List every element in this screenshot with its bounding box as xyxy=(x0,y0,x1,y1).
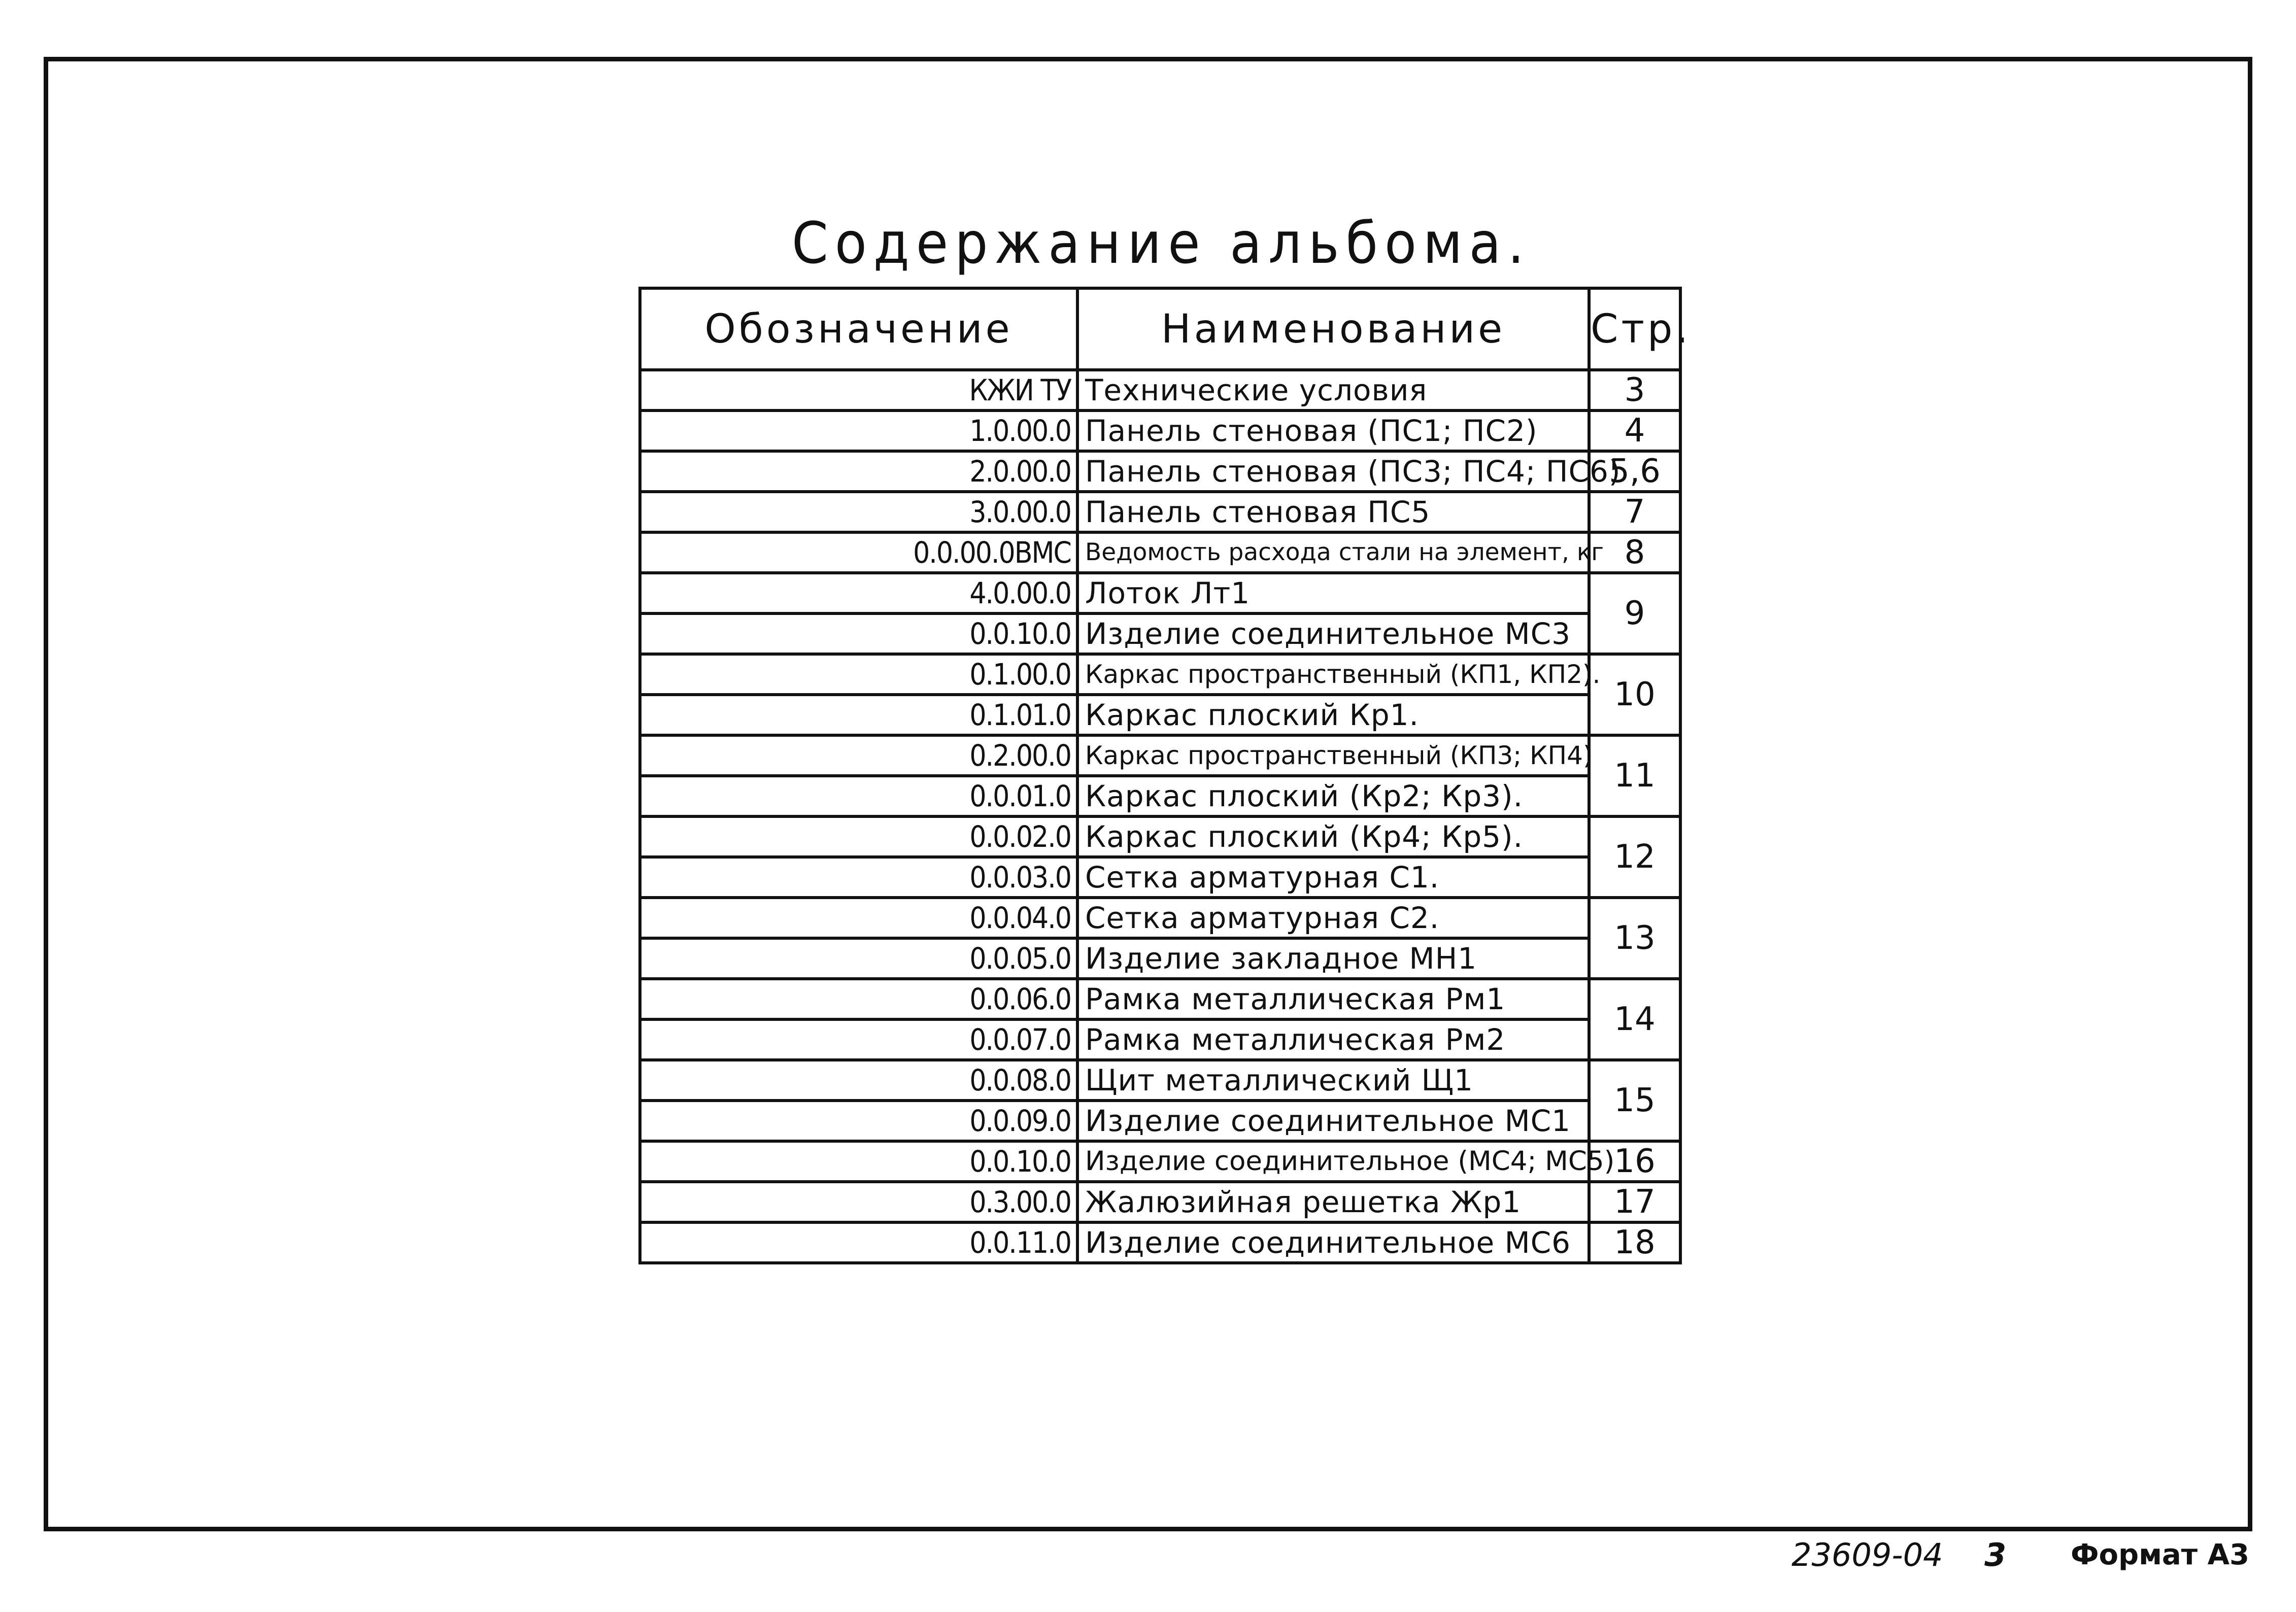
row-code: 0.0.06.0 xyxy=(640,979,1077,1019)
row-name: Каркас пространственный (КП1, КП2). xyxy=(1077,654,1589,695)
table-row xyxy=(640,532,1680,573)
table-row xyxy=(640,1060,1680,1101)
row-page: 13 xyxy=(1589,898,1680,979)
row-page: 3 xyxy=(1589,370,1680,410)
row-name: Панель стеновая ПС5 xyxy=(1077,492,1589,532)
row-name: Технические условия xyxy=(1077,370,1589,410)
row-code: 3.0.00.0 xyxy=(640,492,1077,532)
row-page: 4 xyxy=(1589,410,1680,451)
table-row xyxy=(640,938,1680,979)
paper-format: Формат А3 xyxy=(2071,1538,2249,1571)
row-page: 16 xyxy=(1589,1141,1680,1182)
row-code: 4.0.00.0 xyxy=(640,573,1077,613)
row-code: 0.0.01.0 xyxy=(640,776,1077,816)
row-name: Панель стеновая (ПС1; ПС2) xyxy=(1077,410,1589,451)
table-row xyxy=(640,1222,1680,1263)
table-row xyxy=(640,857,1680,898)
table-row xyxy=(640,695,1680,735)
column-header-page: Стр. xyxy=(1589,288,1680,370)
table-row xyxy=(640,654,1680,695)
row-name: Каркас плоский Кр1. xyxy=(1077,695,1589,735)
row-name: Каркас плоский (Кр2; Кр3). xyxy=(1077,776,1589,816)
table-row xyxy=(640,1182,1680,1222)
row-page: 5,6 xyxy=(1589,451,1680,492)
row-name: Сетка арматурная С2. xyxy=(1077,898,1589,938)
row-code: 0.0.10.0 xyxy=(640,1141,1077,1182)
row-code: 0.0.09.0 xyxy=(640,1101,1077,1141)
table-row xyxy=(640,816,1680,857)
table-row xyxy=(640,898,1680,938)
row-code: 0.0.08.0 xyxy=(640,1060,1077,1101)
row-code: 0.0.11.0 xyxy=(640,1222,1077,1263)
table-row xyxy=(640,1141,1680,1182)
table-row xyxy=(640,451,1680,492)
row-code: 0.1.00.0 xyxy=(640,654,1077,695)
row-page: 15 xyxy=(1589,1060,1680,1141)
row-page: 10 xyxy=(1589,654,1680,735)
table-row xyxy=(640,370,1680,410)
row-page: 7 xyxy=(1589,492,1680,532)
row-code: 0.1.01.0 xyxy=(640,695,1077,735)
row-page: 8 xyxy=(1589,532,1680,573)
table-row xyxy=(640,1101,1680,1141)
row-name: Ведомость расхода стали на элемент, кг xyxy=(1077,532,1589,573)
row-name: Изделие соединительное (МС4; МС5) xyxy=(1077,1141,1589,1182)
table-row xyxy=(640,776,1680,816)
table-header-row xyxy=(640,288,1680,370)
row-name: Изделие соединительное МС1 xyxy=(1077,1101,1589,1141)
row-code: 2.0.00.0 xyxy=(640,451,1077,492)
row-code: 0.0.02.0 xyxy=(640,816,1077,857)
row-page: 11 xyxy=(1589,735,1680,816)
row-code: 0.0.07.0 xyxy=(640,1019,1077,1060)
row-page: 12 xyxy=(1589,816,1680,898)
column-header-name: Наименование xyxy=(1077,288,1589,370)
row-name: Рамка металлическая Рм1 xyxy=(1077,979,1589,1019)
contents-table xyxy=(638,287,1692,1264)
row-name: Панель стеновая (ПС3; ПС4; ПС6) xyxy=(1077,451,1589,492)
row-page: 18 xyxy=(1589,1222,1680,1263)
row-name: Каркас пространственный (КП3; КП4) xyxy=(1077,735,1589,776)
row-name: Каркас плоский (Кр4; Кр5). xyxy=(1077,816,1589,857)
row-name: Изделие соединительное МС3 xyxy=(1077,613,1589,654)
column-header-code: Обозначение xyxy=(640,288,1077,370)
table-row xyxy=(640,492,1680,532)
row-code: 0.0.00.0ВМС xyxy=(640,532,1077,573)
table-row xyxy=(640,573,1680,613)
row-code: 0.0.05.0 xyxy=(640,938,1077,979)
row-code: 0.0.10.0 xyxy=(640,613,1077,654)
sheet-number: 3 xyxy=(1984,1536,2007,1573)
row-page: 9 xyxy=(1589,573,1680,654)
row-name: Лоток Лт1 xyxy=(1077,573,1589,613)
row-code: 0.2.00.0 xyxy=(640,735,1077,776)
row-name: Щит металлический Щ1 xyxy=(1077,1060,1589,1101)
row-code: 0.0.03.0 xyxy=(640,857,1077,898)
row-code: 0.0.04.0 xyxy=(640,898,1077,938)
table-row xyxy=(640,979,1680,1019)
row-name: Жалюзийная решетка Жр1 xyxy=(1077,1182,1589,1222)
album-contents-title: Содержание альбома. xyxy=(792,211,1531,277)
row-name: Изделие закладное МН1 xyxy=(1077,938,1589,979)
row-name: Рамка металлическая Рм2 xyxy=(1077,1019,1589,1060)
document-code: 23609-04 xyxy=(1792,1536,1943,1573)
table-row xyxy=(640,735,1680,776)
table-row xyxy=(640,410,1680,451)
row-code: 1.0.00.0 xyxy=(640,410,1077,451)
row-page: 17 xyxy=(1589,1182,1680,1222)
row-page: 14 xyxy=(1589,979,1680,1060)
row-code: 0.3.00.0 xyxy=(640,1182,1077,1222)
table-row xyxy=(640,1019,1680,1060)
row-name: Изделие соединительное МС6 xyxy=(1077,1222,1589,1263)
row-name: Сетка арматурная С1. xyxy=(1077,857,1589,898)
table-row xyxy=(640,613,1680,654)
row-code: КЖИ ТУ xyxy=(640,370,1077,410)
